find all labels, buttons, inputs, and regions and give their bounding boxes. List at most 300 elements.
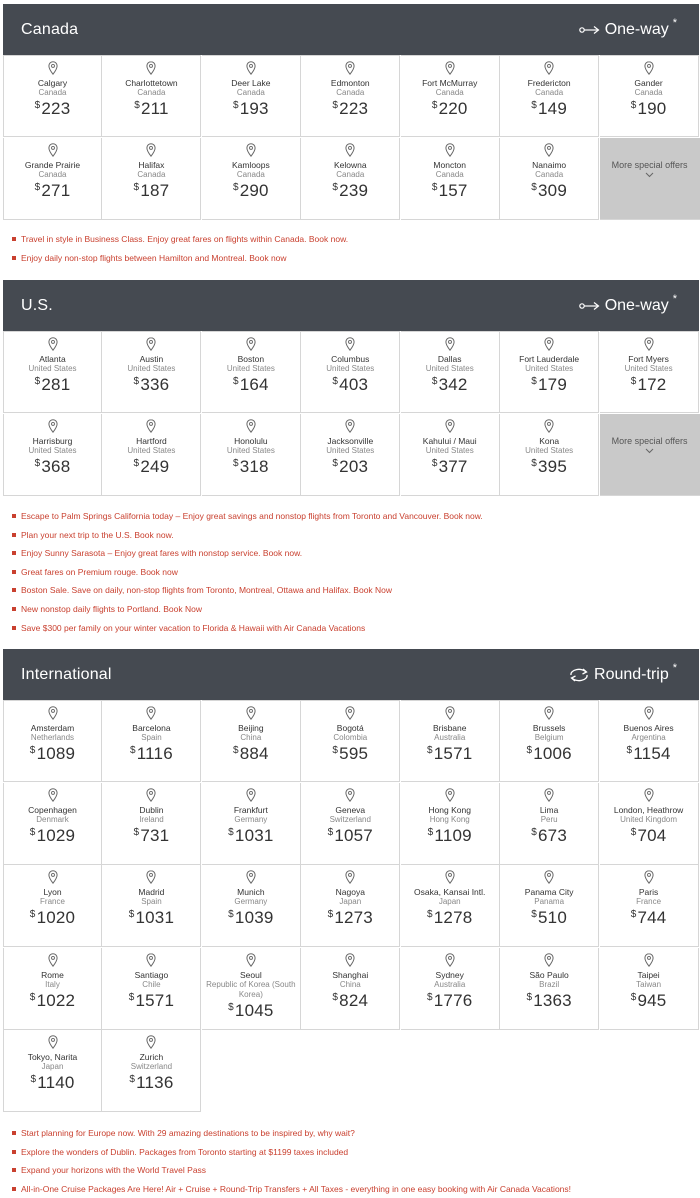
location-pin-icon <box>500 870 598 884</box>
trip-type-label[interactable] <box>579 280 677 331</box>
more-special-offers-button[interactable] <box>600 138 700 220</box>
destination-city: Barcelona <box>132 723 171 733</box>
destination-card[interactable] <box>500 865 599 947</box>
location-pin-icon <box>202 337 300 351</box>
currency-symbol: $ <box>332 991 339 1003</box>
currency-symbol: $ <box>427 991 433 1003</box>
location-pin-icon <box>4 61 101 75</box>
destination-country: United States <box>525 364 574 373</box>
destination-price <box>4 992 101 1013</box>
destination-price <box>600 992 698 1013</box>
destination-card[interactable] <box>301 414 400 496</box>
location-pin-icon <box>401 337 499 351</box>
currency-symbol: $ <box>232 100 239 111</box>
price-amount: 290 <box>239 180 269 200</box>
destination-card[interactable] <box>500 700 599 782</box>
destination-country: Canada <box>137 88 166 97</box>
price-amount: 211 <box>140 99 169 118</box>
destination-card[interactable] <box>102 783 201 865</box>
destination-card[interactable] <box>202 948 301 1030</box>
destination-card[interactable] <box>202 331 301 413</box>
destination-price <box>4 458 101 479</box>
destination-country: Germany <box>234 814 268 824</box>
destination-city: Harrisburg <box>32 435 73 446</box>
destination-card[interactable] <box>102 55 201 137</box>
destination-country: Canada <box>535 88 564 97</box>
destination-city: Columbus <box>331 354 370 364</box>
price-amount: 1057 <box>334 825 373 845</box>
currency-symbol: $ <box>228 1001 234 1013</box>
location-pin-icon <box>301 61 399 75</box>
destination-price <box>4 745 101 766</box>
destination-country: Australia <box>434 733 466 742</box>
destination-price <box>401 458 499 479</box>
currency-symbol: $ <box>526 745 533 756</box>
destination-price <box>301 909 399 930</box>
destination-price <box>102 376 200 397</box>
location-pin-icon <box>102 953 200 967</box>
destination-city: London, Heathrow <box>613 804 684 815</box>
destination-city: Shanghai <box>332 969 369 980</box>
location-pin-icon <box>500 61 598 75</box>
currency-symbol: $ <box>34 100 41 111</box>
location-pin-icon <box>102 788 200 802</box>
destination-price <box>102 745 200 766</box>
location-pin-icon <box>4 788 101 802</box>
price-amount: 1006 <box>533 744 572 763</box>
destination-card[interactable] <box>401 414 500 496</box>
one-way-arrow-icon <box>579 301 601 311</box>
destination-country: Canada <box>634 88 663 97</box>
destination-card[interactable] <box>102 331 201 413</box>
currency-symbol: $ <box>427 745 433 756</box>
destination-price <box>301 992 399 1013</box>
promo-link[interactable]: Plan your next trip to the U.S. Book now. <box>12 526 483 545</box>
currency-symbol: $ <box>431 457 438 469</box>
destination-price <box>202 458 300 479</box>
price-amount: 157 <box>438 180 468 200</box>
promo-link[interactable]: Enjoy Sunny Sarasota – Enjoy great fares with nonstop service. Book now. <box>12 544 483 563</box>
promo-link[interactable]: Explore the wonders of Dublin. Packages from Toronto starting at $1199 taxes included <box>12 1143 571 1162</box>
promo-link[interactable]: New nonstop daily flights to Portland. Book Now <box>12 600 483 619</box>
destination-card[interactable] <box>3 331 102 413</box>
price-amount: 239 <box>339 180 369 200</box>
destination-city: Madrid <box>138 887 165 897</box>
currency-symbol: $ <box>128 909 135 920</box>
trip-asterisk: * <box>672 17 677 29</box>
destination-card[interactable] <box>301 948 400 1030</box>
destination-card[interactable] <box>401 783 500 865</box>
destination-country: Canada <box>435 169 464 179</box>
destination-card[interactable] <box>401 700 500 782</box>
destination-card[interactable] <box>3 948 102 1030</box>
promo-link[interactable]: Boston Sale. Save on daily, non-stop flights from Toronto, Montreal, Ottawa and Halifax. Book Now <box>12 581 483 600</box>
location-pin-icon <box>600 870 698 884</box>
destination-city: Sydney <box>435 969 464 980</box>
destination-city: Amsterdam <box>30 723 75 733</box>
currency-symbol: $ <box>526 991 533 1003</box>
currency-symbol: $ <box>431 376 438 387</box>
location-pin-icon <box>500 953 598 967</box>
destination-price <box>202 182 300 203</box>
destination-card[interactable] <box>301 783 400 865</box>
destination-country: Taiwan <box>636 979 662 989</box>
destination-city: Jacksonville <box>327 435 374 446</box>
price-amount: 1039 <box>234 908 274 927</box>
destination-country: Germany <box>234 897 268 906</box>
destination-card[interactable] <box>202 55 301 137</box>
destination-card[interactable] <box>202 414 301 496</box>
destination-city: Rome <box>41 969 64 980</box>
location-pin-icon <box>401 61 499 75</box>
price-amount: 1140 <box>37 1073 75 1092</box>
destination-card[interactable] <box>301 700 400 782</box>
destination-city: Kona <box>539 435 560 446</box>
price-amount: 403 <box>339 375 369 394</box>
destination-country: Colombia <box>333 733 368 742</box>
destination-city: Deer Lake <box>231 78 271 88</box>
location-pin-icon <box>4 337 101 351</box>
location-pin-icon <box>600 706 698 720</box>
destination-card[interactable] <box>401 865 500 947</box>
price-amount: 336 <box>140 375 170 394</box>
destination-card[interactable] <box>202 865 301 947</box>
destination-country: Panama <box>534 897 565 906</box>
location-pin-icon <box>401 788 499 802</box>
destination-country: Canada <box>38 169 67 179</box>
destination-card[interactable] <box>600 865 699 947</box>
promo-link[interactable]: Enjoy daily non-stop flights between Hamilton and Montreal. Book now <box>12 249 348 268</box>
destination-price <box>102 909 200 930</box>
currency-symbol: $ <box>128 991 135 1003</box>
currency-symbol: $ <box>630 909 637 920</box>
currency-symbol: $ <box>626 745 633 756</box>
destination-city: Munich <box>237 887 265 897</box>
location-pin-icon <box>4 706 101 720</box>
destination-country: Japan <box>339 897 362 906</box>
destination-card[interactable] <box>500 783 599 865</box>
price-amount: 249 <box>140 456 170 476</box>
destination-country: China <box>339 979 361 989</box>
price-amount: 193 <box>239 99 269 118</box>
location-pin-icon <box>202 788 300 802</box>
destination-country: United States <box>127 364 176 373</box>
location-pin-icon <box>102 419 200 433</box>
destination-card[interactable] <box>600 331 699 413</box>
price-amount: 1031 <box>234 825 274 845</box>
location-pin-icon <box>202 143 300 157</box>
currency-symbol: $ <box>134 100 140 111</box>
price-amount: 187 <box>140 180 170 200</box>
currency-symbol: $ <box>332 457 339 469</box>
more-special-offers-button[interactable] <box>600 414 700 496</box>
destination-price <box>500 992 598 1013</box>
destination-card[interactable] <box>600 55 699 137</box>
price-amount: 1045 <box>234 1000 274 1020</box>
promo-link[interactable]: Expand your horizons with the World Travel Pass <box>12 1161 571 1180</box>
destination-card[interactable] <box>401 138 500 220</box>
destination-card[interactable] <box>202 700 301 782</box>
destination-city: Brussels <box>532 723 566 733</box>
price-amount: 1020 <box>36 908 76 927</box>
price-amount: 164 <box>239 375 269 394</box>
destination-city: Bogotá <box>336 723 364 733</box>
location-pin-icon <box>301 953 399 967</box>
destination-country: Switzerland <box>329 814 371 824</box>
location-pin-icon <box>600 337 698 351</box>
price-amount: 223 <box>41 99 71 118</box>
promo-link[interactable]: Travel in style in Business Class. Enjoy great fares on flights within Canada. Book now. <box>12 230 348 249</box>
destination-card[interactable] <box>3 55 102 137</box>
destination-card[interactable] <box>500 948 599 1030</box>
destination-country: Republic of Korea (South Korea) <box>206 979 296 999</box>
location-pin-icon <box>600 788 698 802</box>
currency-symbol: $ <box>133 181 140 193</box>
price-amount: 824 <box>339 990 369 1010</box>
location-pin-icon <box>401 953 499 967</box>
destination-card[interactable] <box>3 414 102 496</box>
price-amount: 220 <box>438 99 468 118</box>
one-way-arrow-icon <box>579 25 601 35</box>
price-amount: 203 <box>339 456 369 476</box>
price-amount: 342 <box>438 375 468 394</box>
destination-price <box>401 745 499 766</box>
destination-country: United States <box>326 364 375 373</box>
destination-card[interactable] <box>3 783 102 865</box>
price-amount: 1022 <box>36 990 76 1010</box>
destination-city: Frankfurt <box>233 804 268 815</box>
destination-country: Denmark <box>36 814 69 824</box>
destination-card[interactable] <box>600 783 699 865</box>
destination-price <box>500 376 598 397</box>
promo-list-canada <box>12 230 348 267</box>
destination-country: Hong Kong <box>429 814 470 824</box>
destination-card[interactable] <box>401 331 500 413</box>
currency-symbol: $ <box>531 181 538 193</box>
destination-card[interactable] <box>202 783 301 865</box>
destination-city: Atlanta <box>39 354 66 364</box>
destination-card[interactable] <box>202 138 301 220</box>
destination-card[interactable] <box>301 55 400 137</box>
location-pin-icon <box>102 143 200 157</box>
destination-country: United States <box>226 364 275 373</box>
destination-price <box>401 376 499 397</box>
price-amount: 395 <box>538 456 567 476</box>
promo-link[interactable]: All-in-One Cruise Packages Are Here! Air + Cruise + Round-Trip Transfers + All Taxes - everything in one easy booking with Air Canada Vacations! <box>12 1180 571 1198</box>
location-pin-icon <box>202 870 300 884</box>
currency-symbol: $ <box>29 991 36 1003</box>
destination-country: Spain <box>141 733 162 742</box>
location-pin-icon <box>301 706 399 720</box>
promo-list-us <box>12 507 483 637</box>
currency-symbol: $ <box>630 100 637 111</box>
price-amount: 368 <box>41 456 71 476</box>
destination-card[interactable] <box>102 138 201 220</box>
currency-symbol: $ <box>332 100 339 111</box>
location-pin-icon <box>202 706 300 720</box>
price-amount: 1571 <box>135 990 175 1010</box>
destination-card[interactable] <box>500 138 599 220</box>
destination-city: Copenhagen <box>28 804 77 815</box>
destination-card[interactable] <box>3 865 102 947</box>
currency-symbol: $ <box>228 826 234 838</box>
price-amount: 271 <box>41 180 71 200</box>
currency-symbol: $ <box>531 376 538 387</box>
destination-city: Grande Prairie <box>24 159 81 170</box>
price-amount: 673 <box>538 825 567 845</box>
destination-city: Calgary <box>37 78 68 88</box>
location-pin-icon <box>500 337 598 351</box>
destination-price <box>401 909 499 930</box>
destination-country: Spain <box>141 897 162 906</box>
destination-country: Canada <box>435 88 464 97</box>
chevron-down-icon <box>600 448 700 454</box>
destination-city: Fort McMurray <box>422 78 478 88</box>
destination-card[interactable] <box>500 414 599 496</box>
currency-symbol: $ <box>332 181 339 193</box>
currency-symbol: $ <box>630 376 637 387</box>
location-pin-icon <box>202 61 300 75</box>
location-pin-icon <box>401 419 499 433</box>
destination-price <box>202 827 300 848</box>
destination-city: Brisbane <box>432 723 467 733</box>
currency-symbol: $ <box>531 826 538 838</box>
location-pin-icon <box>102 706 200 720</box>
section-header-us <box>3 280 699 331</box>
destination-city: Hong Kong <box>428 804 471 815</box>
destination-price <box>202 745 300 766</box>
location-pin-icon <box>102 870 200 884</box>
destination-price <box>202 909 300 930</box>
location-pin-icon <box>500 706 598 720</box>
destination-city: Austin <box>139 354 164 364</box>
currency-symbol: $ <box>630 826 637 838</box>
currency-symbol: $ <box>228 909 234 920</box>
destination-city: Halifax <box>138 159 165 170</box>
destination-card[interactable] <box>600 700 699 782</box>
price-amount: 731 <box>140 825 170 845</box>
trip-asterisk: * <box>672 662 677 674</box>
currency-symbol: $ <box>332 376 339 387</box>
more-special-offers-label: More special offers <box>611 435 688 446</box>
destination-city: Panama City <box>524 887 574 897</box>
destination-card[interactable] <box>301 138 400 220</box>
location-pin-icon <box>301 788 399 802</box>
destination-city: Charlottetown <box>125 78 178 88</box>
destination-card[interactable] <box>401 948 500 1030</box>
section-header-canada <box>3 4 699 55</box>
promo-link[interactable]: Start planning for Europe now. With 29 amazing destinations to be inspired by, why wait? <box>12 1124 571 1143</box>
destination-city: Buenos Aires <box>623 723 674 733</box>
location-pin-icon <box>600 61 698 75</box>
destination-card[interactable] <box>500 55 599 137</box>
currency-symbol: $ <box>327 909 334 920</box>
destination-card[interactable] <box>3 1030 102 1112</box>
chevron-down-icon <box>600 172 700 178</box>
destination-city: Osaka, Kansai Intl. <box>414 887 486 897</box>
destination-city: Seoul <box>239 969 262 980</box>
promo-link[interactable]: Save $300 per family on your winter vacation to Florida & Hawaii with Air Canada Vacations <box>12 619 483 638</box>
price-amount: 1154 <box>633 744 671 763</box>
price-amount: 1031 <box>135 908 175 927</box>
destination-card[interactable] <box>102 1030 201 1112</box>
section-header-international <box>3 649 699 700</box>
price-amount: 149 <box>538 99 567 118</box>
destination-country: France <box>636 897 662 906</box>
round-trip-arrows-icon <box>568 667 590 683</box>
destination-city: Dallas <box>437 354 462 364</box>
destination-price <box>500 827 598 848</box>
price-amount: 281 <box>41 375 71 394</box>
destination-city: Moncton <box>433 159 467 170</box>
destination-country: France <box>40 897 65 906</box>
destination-price <box>500 100 598 121</box>
promo-link[interactable]: Great fares on Premium rouge. Book now <box>12 563 483 582</box>
destination-country: Canada <box>38 88 67 97</box>
destination-card[interactable] <box>102 948 201 1030</box>
destination-price <box>102 1074 200 1095</box>
destination-card[interactable] <box>301 331 400 413</box>
destination-price <box>401 182 499 203</box>
destination-card[interactable] <box>401 55 500 137</box>
destination-city: Kahului / Maui <box>422 435 477 446</box>
currency-symbol: $ <box>34 376 41 387</box>
destination-country: United States <box>525 445 574 455</box>
destination-country: Japan <box>438 897 461 906</box>
location-pin-icon <box>301 870 399 884</box>
destination-price <box>600 827 698 848</box>
destination-card[interactable] <box>3 700 102 782</box>
currency-symbol: $ <box>133 457 140 469</box>
destination-country: Canada <box>535 169 564 179</box>
more-special-offers-label: More special offers <box>611 159 688 170</box>
destination-country: United States <box>226 445 275 455</box>
destination-price <box>301 100 399 121</box>
price-amount: 704 <box>637 825 667 845</box>
destination-card[interactable] <box>500 331 599 413</box>
destination-card[interactable] <box>301 865 400 947</box>
price-amount: 1029 <box>36 825 76 845</box>
destination-price <box>301 458 399 479</box>
trip-type-label[interactable] <box>579 4 677 55</box>
destination-country: United States <box>425 364 474 373</box>
currency-symbol: $ <box>133 376 140 387</box>
destination-card[interactable] <box>102 865 201 947</box>
destination-price <box>4 376 101 397</box>
destination-card[interactable] <box>102 700 201 782</box>
promo-link[interactable]: Escape to Palm Springs California today – Enjoy great savings and nonstop flights from Toronto and Vancouver. Book now. <box>12 507 483 526</box>
location-pin-icon <box>301 143 399 157</box>
destination-city: Honolulu <box>234 435 268 446</box>
trip-type-label[interactable] <box>568 649 677 700</box>
destination-country: United States <box>425 445 474 455</box>
destination-card[interactable] <box>3 138 102 220</box>
location-pin-icon <box>4 1035 101 1049</box>
destination-country: United States <box>127 445 176 455</box>
destination-city: Boston <box>237 354 265 364</box>
destination-country: China <box>240 733 262 742</box>
destination-price <box>4 909 101 930</box>
destination-city: Lima <box>539 804 559 815</box>
destination-price <box>4 100 101 121</box>
destination-city: Nagoya <box>335 887 365 897</box>
destination-city: Fort Lauderdale <box>519 354 580 364</box>
destination-price <box>202 1002 300 1023</box>
destination-price <box>202 376 300 397</box>
destination-card[interactable] <box>102 414 201 496</box>
destination-card[interactable] <box>600 948 699 1030</box>
destination-city: Zurich <box>139 1052 164 1062</box>
